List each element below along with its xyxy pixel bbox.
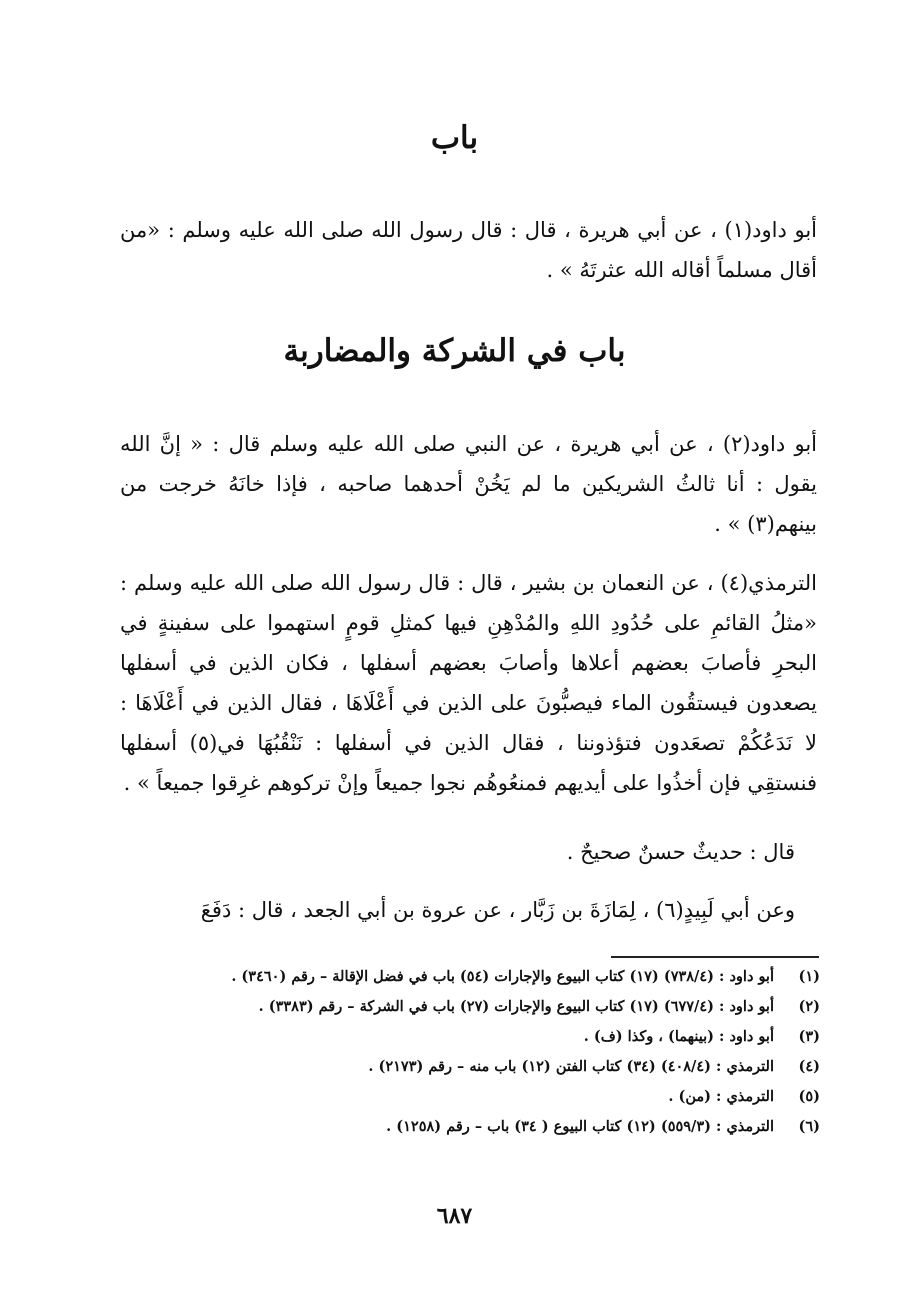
footnote-item xyxy=(110,1112,820,1142)
footnote-number: (٤) xyxy=(798,1058,820,1075)
footnote-item xyxy=(110,962,820,992)
footnote-text: الترمذي : (من) . xyxy=(668,1088,774,1105)
footnote-text: أبو داود : (بينهما) ، وكذا (ف) . xyxy=(583,1028,774,1045)
paragraph-tirmidhi-safina: الترمذي(٤) ، عن النعمان بن بشير ، قال : قال رسول الله صلى الله عليه وسلم : «مثلُ القائمِ على حُدُودِ اللهِ والمُدْهِنِ فيها كمثلِ قومٍ استهموا على سفينةٍ في البحرِ فأصابَ بعضهم أعلاها وأصابَ بعضهم أسفلها ، فكان الذين في أسفلها يصعدون فيستقُون الماء فيصبُّونَ على الذين في أَعْلَاهَا ، فقال الذين في أَعْلَاهَا : لا نَدَعُكُمْ تصعَدون فتؤذوننا ، فقال الذين في أسفلها : نَنْقُبُهَا في(٥) أسفلها فنستقِي فإن أخذُوا على أيديهم فمنعُوهُم نجوا جميعاً وإنْ تركوهم غرِقوا جميعاً » . xyxy=(120,571,817,795)
footnote-text: الترمذي : (٥٥٩/٣) (١٢) كتاب البيوع ( ٣٤) باب – رقم (١٢٥٨) . xyxy=(386,1118,774,1135)
page-number: ٦٨٧ xyxy=(436,1203,473,1229)
section-heading-sharika: باب في الشركة والمضاربة xyxy=(283,333,626,369)
footnote-number: (١) xyxy=(798,968,820,985)
footnote-text: أبو داود : (٦٧٧/٤) (١٧) كتاب البيوع والإجارات (٢٧) باب في الشركة – رقم (٣٣٨٣) . xyxy=(258,998,774,1015)
footnotes-list xyxy=(110,962,820,1142)
paragraph-abu-dawud-iqala: أبو داود(١) ، عن أبي هريرة ، قال : قال رسول الله صلى الله عليه وسلم : «من أقال مسلماً أقاله الله عثرتَهُ » . xyxy=(120,218,817,282)
footnote-item xyxy=(110,1022,820,1052)
footnote-text: أبو داود : (٧٣٨/٤) (١٧) كتاب البيوع والإجارات (٥٤) باب في فضل الإقالة – رقم (٣٤٦٠) . xyxy=(231,968,774,985)
footnote-item xyxy=(110,992,820,1022)
footnote-text: الترمذي : (٤٠٨/٤) (٣٤) كتاب الفتن (١٢) باب منه – رقم (٢١٧٣) . xyxy=(368,1058,774,1075)
section-heading-bab: باب xyxy=(430,120,479,156)
footnote-number: (٣) xyxy=(798,1028,820,1045)
paragraph-hadith-grade: قال : حديثٌ حسنٌ صحيحٌ . xyxy=(566,840,795,864)
footnote-item xyxy=(110,1082,820,1112)
footnote-item xyxy=(110,1052,820,1082)
footnote-number: (٢) xyxy=(798,998,820,1015)
paragraph-abu-labid: وعن أبي لَبِيدٍ(٦) ، لِمَازَةَ بن زَبَّار ، عن عروة بن أبي الجعد ، قال : دَفَعَ xyxy=(200,898,795,922)
paragraph-abu-dawud-sharika: أبو داود(٢) ، عن أبي هريرة ، عن النبي صلى الله عليه وسلم قال : « إنَّ الله يقول : أنا ثالثُ الشريكين ما لم يَخُنْ أحدهما صاحبه ، فإذا خانَهُ خرجت من بينهم(٣) » . xyxy=(120,432,817,536)
footnote-number: (٦) xyxy=(798,1118,820,1135)
footnote-divider xyxy=(611,956,819,958)
footnote-number: (٥) xyxy=(798,1088,820,1105)
